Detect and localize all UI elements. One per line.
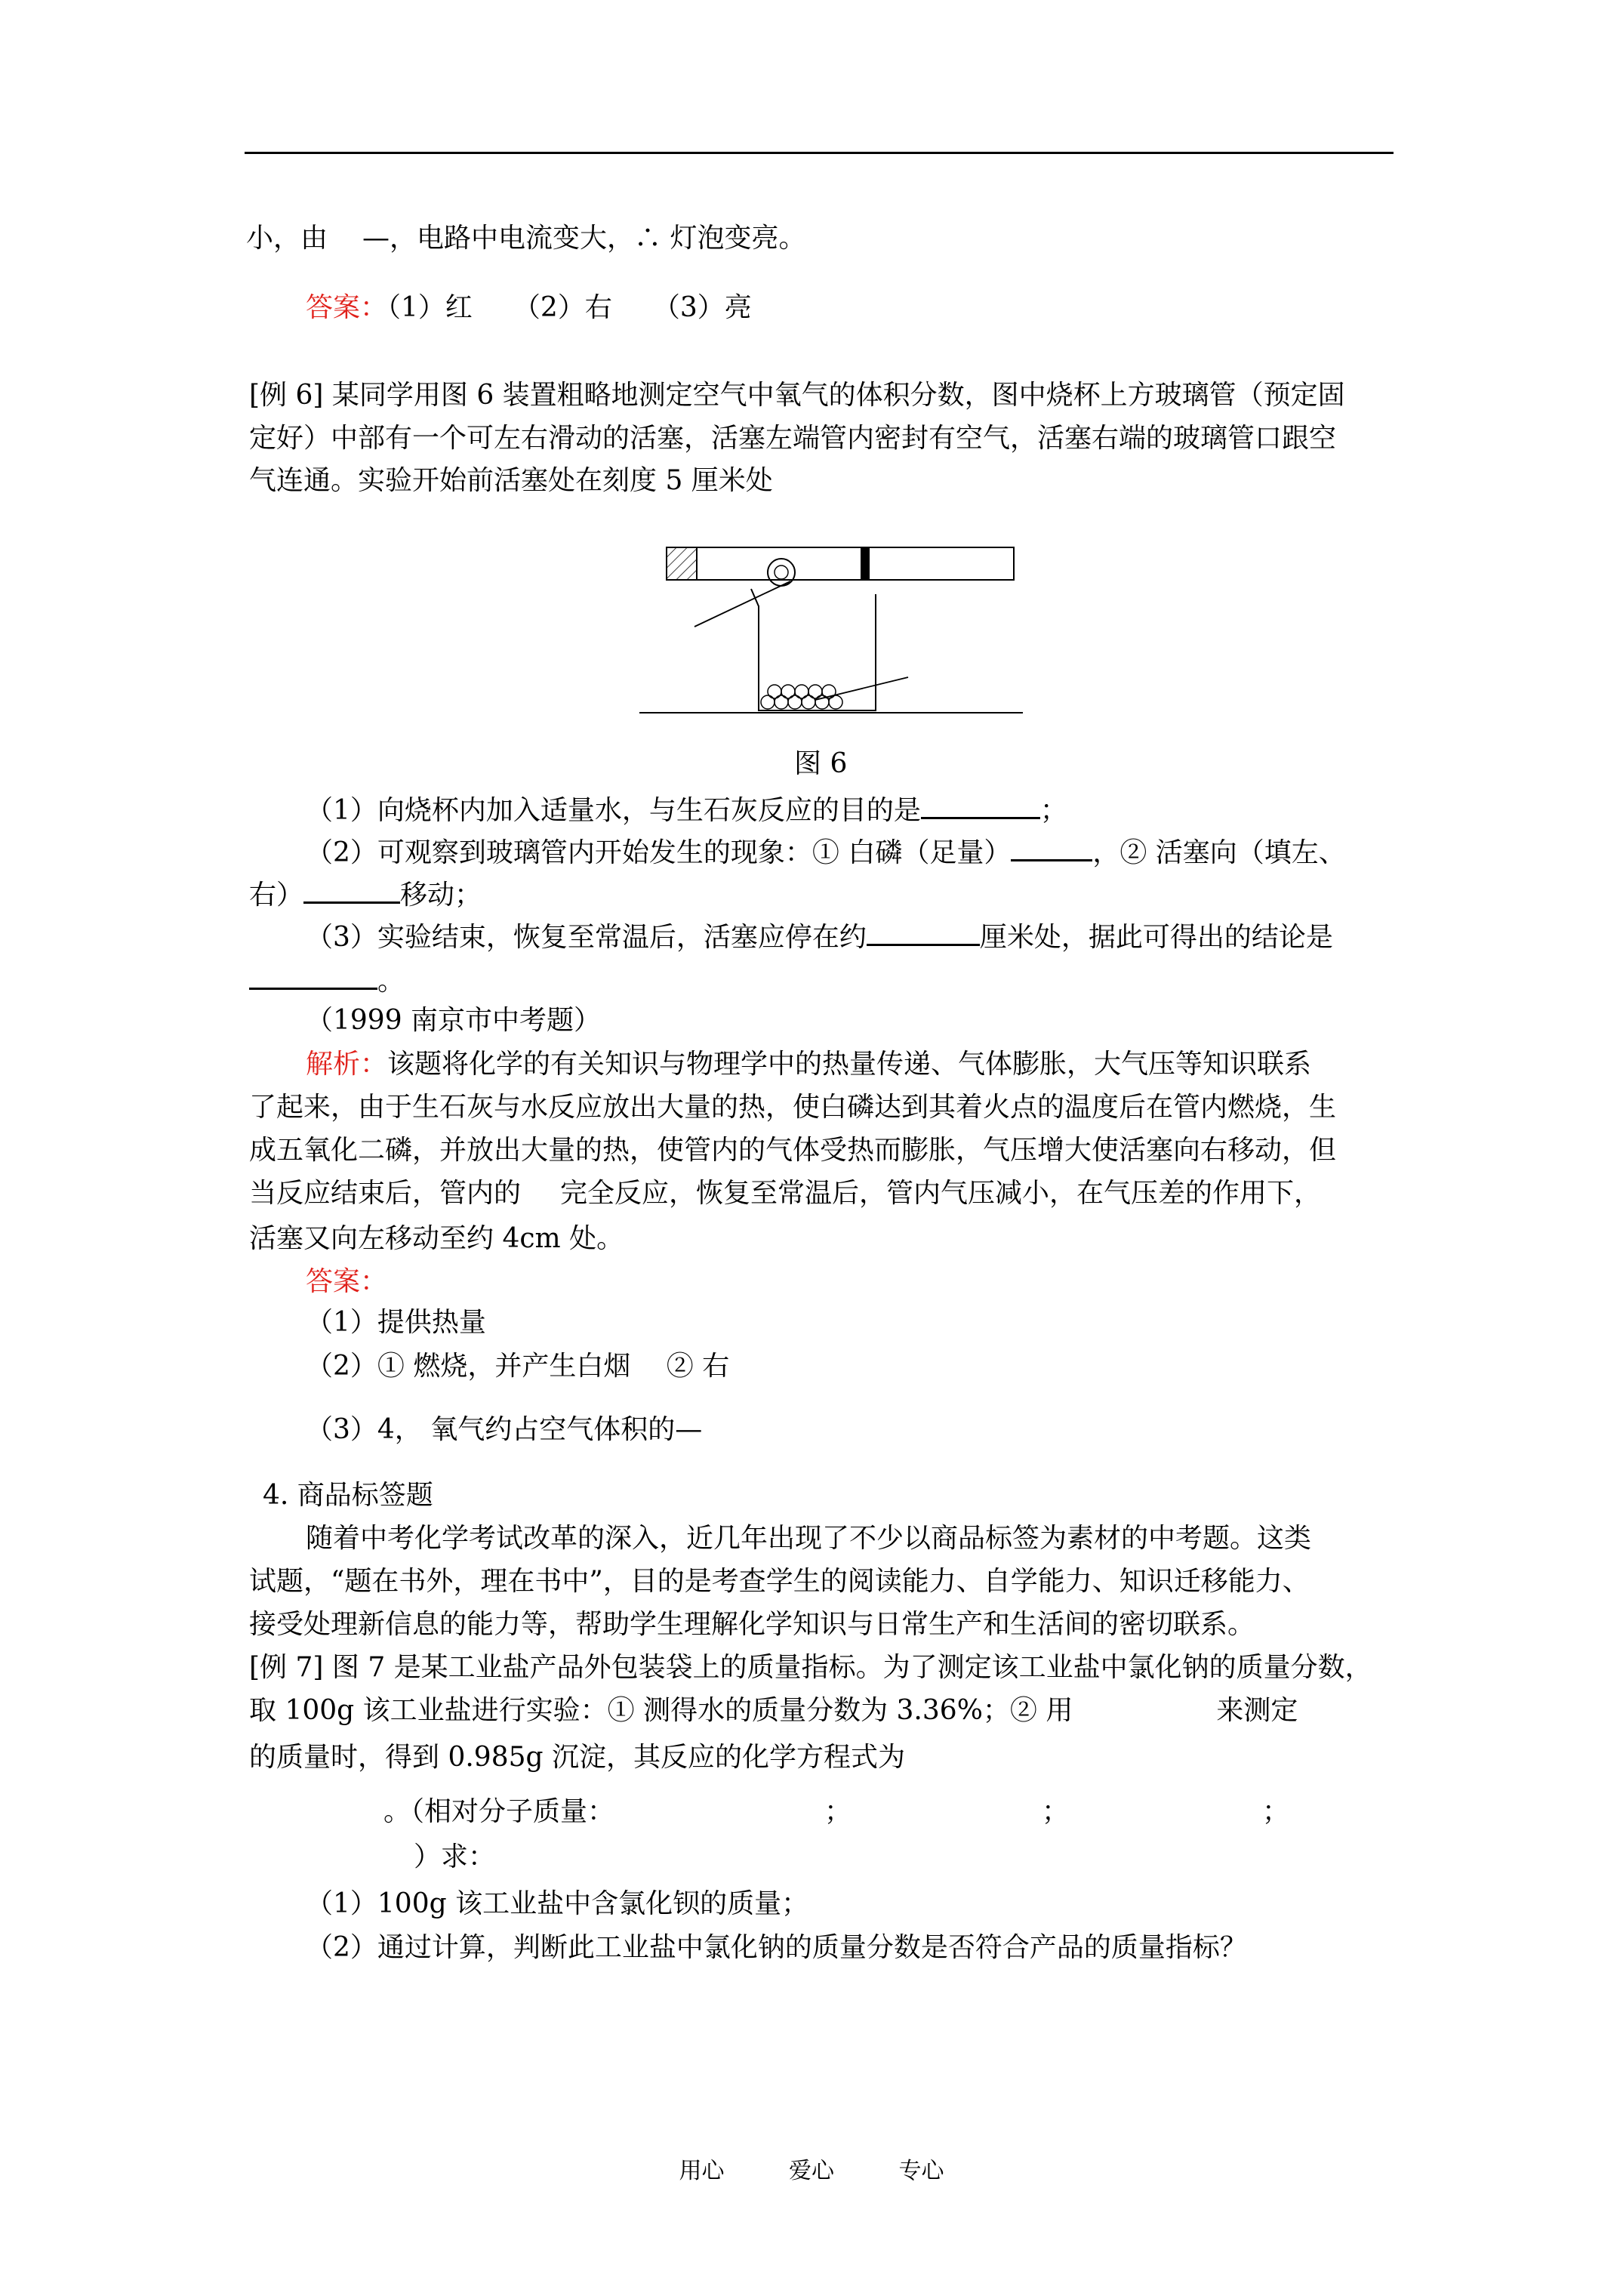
question-2-line-1 — [306, 837, 1346, 867]
text-fragment: 该题将化学的有关知识与物理学中的热量传递、气体膨胀，大气压等知识联系 — [387, 1049, 1312, 1080]
question-3-line-2 — [249, 965, 405, 995]
text-fragment: （3）4， 氧气约占空气体积的 — [306, 1414, 676, 1445]
text-fragment: 右） — [249, 880, 304, 911]
header-rule — [245, 152, 1394, 154]
section-heading: 4. 商品标签题 — [263, 1480, 433, 1511]
answer-blank[interactable] — [249, 965, 377, 990]
footer-item: 爱心 — [789, 2158, 834, 2184]
text-fragment: ； — [824, 1796, 852, 1827]
example-6-line: 定好）中部有一个可左右滑动的活塞，活塞左端管内密封有空气，活塞右端的玻璃管口跟空 — [249, 423, 1337, 454]
pointer-line-lower — [815, 677, 908, 700]
source-note: （1999 南京市中考题） — [306, 1005, 602, 1036]
piston — [861, 547, 870, 580]
text-fragment: —，电路中电流变大，∴ 灯泡变亮。 — [362, 223, 806, 254]
text-fragment: （3）实验结束，恢复至常温后，活塞应停在约 — [306, 922, 867, 953]
figure-caption: 图 6 — [794, 748, 848, 779]
text-fragment: 。（相对分子质量： — [383, 1796, 615, 1827]
answer-blank[interactable] — [303, 879, 400, 904]
analysis-line — [249, 1180, 1321, 1207]
text-fragment: （2）可观察到玻璃管内开始发生的现象：① 白磷（足量） — [306, 837, 1012, 868]
phosphorus-ball — [768, 559, 795, 586]
text-fragment: ，② 活塞向（填左、 — [1092, 837, 1346, 868]
text-fragment: ； — [1042, 1796, 1070, 1827]
analysis-label: 解析： — [306, 1049, 388, 1080]
example-6-line: 气连通。实验开始前活塞处在刻度 5 厘米处 — [249, 465, 773, 496]
text-fragment: 厘米处，据此可得出的结论是 — [979, 922, 1333, 953]
example-6-line: [例 6] 某同学用图 6 装置粗略地测定空气中氧气的体积分数，图中烧杯上方玻璃管（预定固 — [249, 380, 1345, 411]
footer-item: 专心 — [898, 2158, 944, 2184]
example-7-line: 的质量时，得到 0.985g 沉淀，其反应的化学方程式为 — [249, 1742, 905, 1773]
text-fragment: 。 — [377, 966, 405, 997]
text-fragment: 移动； — [400, 880, 482, 911]
page-footer — [0, 2152, 1623, 2185]
answer-blank[interactable] — [921, 794, 1040, 819]
answer-label: 答案： — [306, 292, 388, 323]
paragraph-line: 接受处理新信息的能力等，帮助学生理解化学知识与日常生产和生活间的密切联系。 — [249, 1609, 1255, 1640]
text-fragment: 取 100g 该工业盐进行实验：① 测得水的质量分数为 3.36%；② 用 — [249, 1695, 1073, 1726]
example-7-line: ）求： — [414, 1841, 496, 1872]
text-fragment: ； — [1262, 1796, 1290, 1827]
question-1 — [306, 794, 1067, 824]
requirement-item: （1）100g 该工业盐中含氯化钡的质量； — [306, 1888, 809, 1919]
text-fragment: 来测定 — [1216, 1695, 1298, 1726]
beaker — [751, 589, 876, 710]
text-fragment: 完全反应，恢复至常温后，管内气压减小，在气压差的作用下， — [560, 1178, 1322, 1209]
footer-item: 用心 — [679, 2158, 725, 2184]
text-fragment: 小，由 — [246, 223, 328, 254]
sealed-end — [667, 547, 697, 580]
text-line — [246, 225, 805, 252]
text-fragment: ； — [1039, 795, 1067, 826]
figure-6-apparatus — [638, 532, 1030, 721]
answer-label: 答案： — [306, 1266, 388, 1297]
answer-text: （1）红 （2）右 （3）亮 — [387, 292, 752, 323]
answer-blank[interactable] — [1011, 837, 1092, 861]
analysis-line: 活塞又向左移动至约 4cm 处。 — [249, 1223, 624, 1254]
question-3-line-1 — [306, 921, 1333, 951]
text-fragment: （1）向烧杯内加入适量水，与生石灰反应的目的是 — [306, 795, 921, 826]
example-7-line — [249, 1697, 1298, 1724]
answer-item — [306, 1416, 702, 1444]
paragraph-line: 试题，“题在书外，理在书中”，目的是考查学生的阅读能力、自学能力、知识迁移能力、 — [249, 1566, 1310, 1597]
answer-item: （2）① 燃烧，并产生白烟 ② 右 — [306, 1351, 730, 1382]
analysis-line — [306, 1051, 1311, 1078]
fraction-bar: — — [675, 1414, 703, 1445]
analysis-line: 成五氧化二磷，并放出大量的热，使管内的气体受热而膨胀，气压增大使活塞向右移动，但 — [249, 1135, 1337, 1166]
answer-blank[interactable] — [867, 921, 980, 946]
pointer-line-upper — [694, 581, 790, 627]
paragraph-line: 随着中考化学考试改革的深入，近几年出现了不少以商品标签为素材的中考题。这类 — [306, 1523, 1312, 1554]
analysis-line: 了起来，由于生石灰与水反应放出大量的热，使白磷达到其着火点的温度后在管内燃烧，生 — [249, 1092, 1337, 1123]
answer-line — [306, 294, 752, 322]
example-7-line: [例 7] 图 7 是某工业盐产品外包装袋上的质量指标。为了测定该工业盐中氯化钠的质量分数， — [249, 1652, 1372, 1683]
text-fragment: 当反应结束后，管内的 — [249, 1178, 522, 1209]
phosphorus-ball-inner — [775, 566, 788, 579]
requirement-item: （2）通过计算，判断此工业盐中氯化钠的质量分数是否符合产品的质量指标？ — [306, 1932, 1247, 1963]
answer-item: （1）提供热量 — [306, 1307, 486, 1338]
question-2-line-2 — [249, 879, 482, 909]
glass-tube — [667, 547, 1014, 580]
